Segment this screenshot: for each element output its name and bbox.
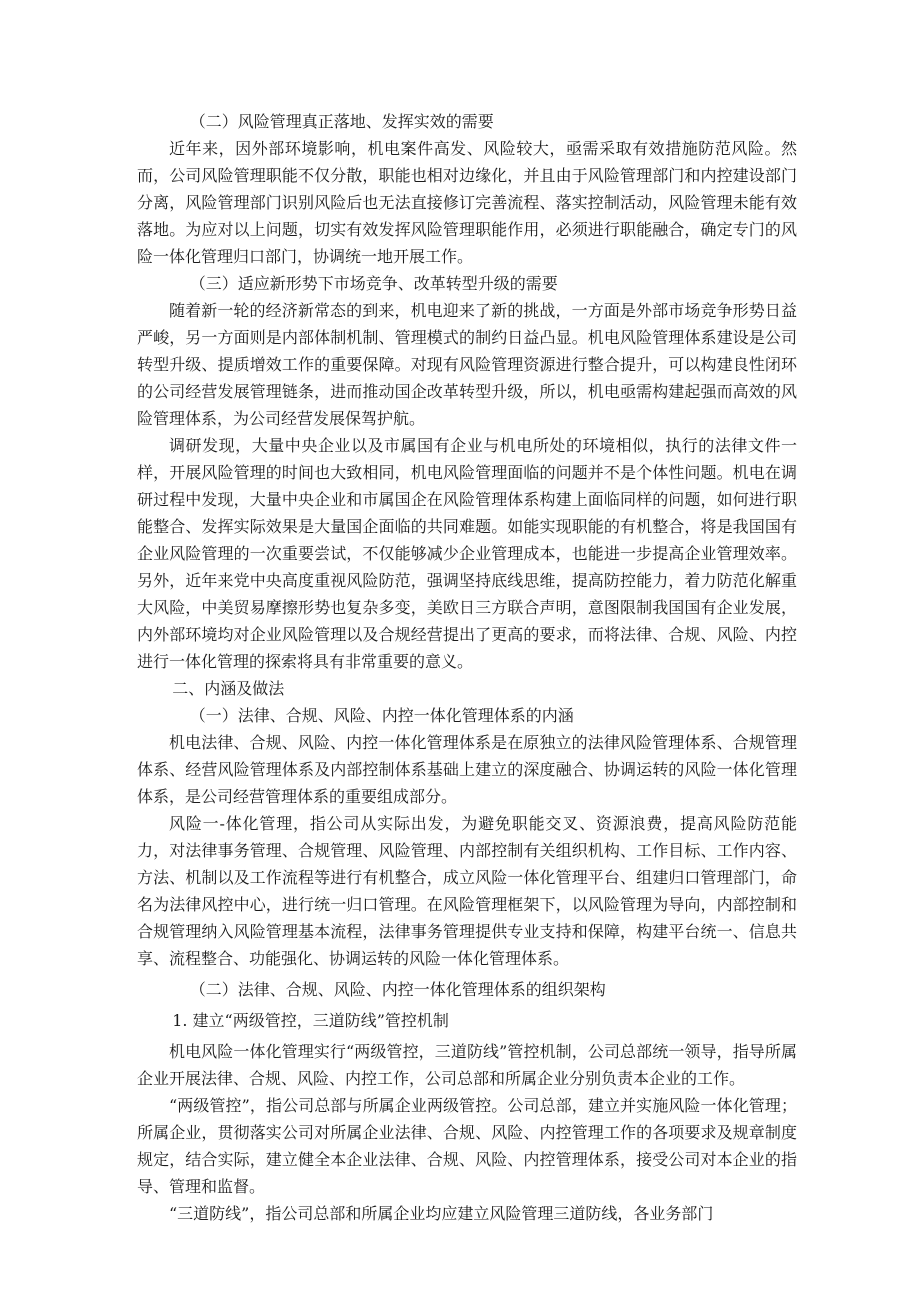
document-page xyxy=(137,108,797,1227)
paragraph: 机电法律、合规、风险、内控一体化管理体系是在原独立的法律风险管理体系、合规管理体系、经营风险管理体系及内部控制体系基础上建立的深度融合、协调运转的风险一体化管理体系，是公司经营管理体系的重要组成部分。 xyxy=(137,733,797,806)
paragraph: 近年来，因外部环境影响，机电案件高发、风险较大，亟需采取有效措施防范风险。然而，公司风险管理职能不仅分散，职能也相对边缘化，并且由于风险管理部门和内控建设部门分离，风险管理部门识别风险后也无法直接修订完善流程、落实控制活动，风险管理未能有效落地。为应对以上问题，切实有效发挥风险管理职能作用，必须进行职能融合，确定专门的风险一体化管理归口部门，协调统一地开展工作。 xyxy=(137,139,797,266)
paragraph: 调研发现，大量中央企业以及市属国有企业与机电所处的环境相似，执行的法律文件一样，开展风险管理的时间也大致相同，机电风险管理面临的问题并不是个体性问题。机电在调研过程中发现，大量中央企业和市属国企在风险管理体系构建上面临同样的问题，如何进行职能整合、发挥实际效果是大量国企面临的共同难题。如能实现职能的有机整合，将是我国国有企业风险管理的一次重要尝试，不仅能够减少企业管理成本，也能进一步提高企业管理效率。另外，近年来党中央高度重视风险防范，强调坚持底线思维，提高防控能力，着力防范化解重大风险，中美贸易摩擦形势也复杂多变，美欧日三方联合声明，意图限制我国国有企业发展，内外部环境均对企业风险管理以及合规经营提出了更高的要求，而将法律、合规、风险、内控进行一体化管理的探索将具有非常重要的意义。 xyxy=(137,436,797,671)
section-heading-2: 二、内涵及做法 xyxy=(172,679,285,698)
subheading-2: （二）风险管理真正落地、发挥实效的需要 xyxy=(189,112,494,131)
paragraph: 随着新一轮的经济新常态的到来，机电迎来了新的挑战，一方面是外部市场竞争形势日益严峻，另一方面则是内部体制机制、管理模式的制约日益凸显。机电风险管理体系建设是公司转型升级、提质增效工作的重要保障。对现有风险管理资源进行整合提升，可以构建良性闭环的公司经营发展管理链条，进而推动国企改革转型升级，所以，机电亟需构建起强而高效的风险管理体系，为公司经营发展保驾护航。 xyxy=(137,301,797,428)
paragraph: 风险一-体化管理，指公司从实际出发，为避免职能交叉、资源浪费，提高风险防范能力，对法律事务管理、合规管理、风险管理、内部控制有关组织机构、工作目标、工作内容、方法、机制以及工作流程等进行有机整合，成立风险一体化管理平台、组建归口管理部门，命名为法律风控中心，进行统一归口管理。在风险管理框架下，以风险管理为导向，内部控制和合规管理纳入风险管理基本流程，法律事务管理提供专业支持和保障，构建平台统一、信息共享、流程整合、功能强化、协调运转的风险一体化管理体系。 xyxy=(137,814,797,968)
paragraph: “两级管控”，指公司总部与所属企业两级管控。公司总部，建立并实施风险一体化管理；所属企业，贯彻落实公司对所属企业法律、合规、风险、内控管理工作的各项要求及规章制度规定，结合实际，建立健全本企业法律、合规、风险、内控管理体系，接受公司对本企业的指导、管理和监督。 xyxy=(137,1096,797,1196)
subheading-3: （三）适应新形势下市场竞争、改革转型升级的需要 xyxy=(189,274,558,293)
subheading-2-1: （一）法律、合规、风险、内控一体化管理体系的内涵 xyxy=(189,706,574,725)
paragraph: 机电风险一体化管理实行“两级管控，三道防线”管控机制，公司总部统一领导，指导所属企业开展法律、合规、风险、内控工作，公司总部和所属企业分别负责本企业的工作。 xyxy=(137,1042,797,1088)
subheading-2-2: （二）法律、合规、风险、内控一体化管理体系的组织架构 xyxy=(189,980,606,999)
paragraph: “三道防线”，指公司总部和所属企业均应建立风险管理三道防线，各业务部门 xyxy=(169,1204,714,1223)
item-heading-1: 1. 建立“两级管控，三道防线”管控机制 xyxy=(172,1011,449,1030)
